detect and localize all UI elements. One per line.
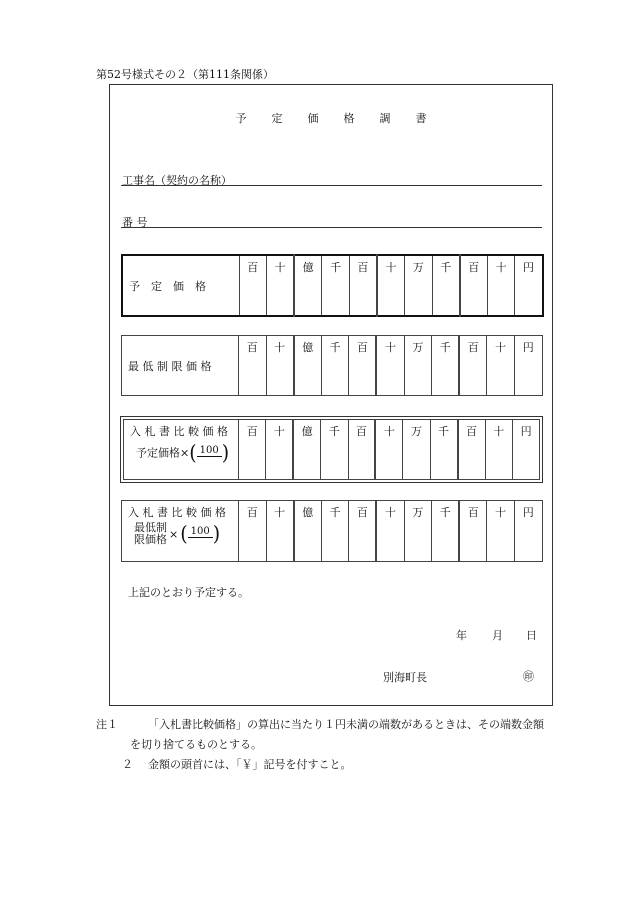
digit-cell[interactable]: 百 xyxy=(458,420,485,480)
project-name-line[interactable] xyxy=(121,185,542,186)
digit-cell[interactable]: 百 xyxy=(348,420,375,480)
formula-text-line1: 最低制 xyxy=(134,521,167,534)
amount-table-bid-comparison-planned xyxy=(123,419,540,480)
digit-cell[interactable]: 億 xyxy=(294,336,322,396)
times-icon: × xyxy=(169,527,179,541)
form-title: 予定価格調書 xyxy=(235,112,452,125)
formula xyxy=(128,522,238,546)
digit-cell[interactable]: 千 xyxy=(321,336,349,396)
digit-cell[interactable]: 十 xyxy=(376,336,404,396)
form-number: 第52号様式その２（第111条関係） xyxy=(96,68,274,81)
statement-text: 上記のとおり予定する。 xyxy=(128,586,249,599)
digit-cell[interactable]: 円 xyxy=(514,336,542,396)
digit-cell[interactable]: 百 xyxy=(459,336,487,396)
digit-cell[interactable]: 十 xyxy=(487,501,515,562)
date-month-label: 月 xyxy=(492,629,503,642)
formula-text: 予定価格× xyxy=(136,446,190,460)
fraction xyxy=(188,526,213,543)
digit-cell[interactable]: 千 xyxy=(321,420,348,480)
digit-cell[interactable]: 万 xyxy=(405,255,433,316)
digit-cell[interactable]: 千 xyxy=(430,420,457,480)
digit-cell[interactable]: 万 xyxy=(404,336,432,396)
project-name-label: 工事名（契約の名称） xyxy=(122,174,232,187)
digit-cell[interactable]: 百 xyxy=(239,420,266,480)
formula-text xyxy=(134,522,167,546)
amount-table-bid-comparison-minimum xyxy=(121,500,543,562)
signer-title: 別海町長 xyxy=(383,671,427,684)
formula xyxy=(130,440,238,466)
digit-cell[interactable]: 十 xyxy=(487,336,515,396)
digit-cell[interactable]: 十 xyxy=(266,420,293,480)
digit-cell[interactable]: 万 xyxy=(403,420,430,480)
bracket-close-icon: ) xyxy=(212,521,221,546)
note-2-label: ２ xyxy=(122,758,133,771)
digit-cell[interactable]: 十 xyxy=(487,255,515,316)
digit-cell[interactable]: 億 xyxy=(294,501,322,562)
digit-cell[interactable]: 百 xyxy=(459,501,487,562)
digit-cell[interactable]: 十 xyxy=(375,420,402,480)
note-1-line1: 「入札書比較価格」の算出に当たり１円未満の端数があるときは、その端数金額 xyxy=(148,718,544,731)
amount-table-planned-price xyxy=(121,254,544,317)
digit-cell[interactable]: 百 xyxy=(239,336,267,396)
digit-cell[interactable]: 円 xyxy=(515,255,543,316)
digit-cell[interactable]: 百 xyxy=(239,501,267,562)
note-2-line1: 金額の頭首には、「￥」記号を付すこと。 xyxy=(148,758,352,771)
bracket-open-icon: ( xyxy=(189,440,197,466)
note-1-line2: を切り捨てるものとする。 xyxy=(130,738,262,751)
digit-cell[interactable]: 百 xyxy=(239,255,267,316)
digit-cell[interactable]: 千 xyxy=(432,501,460,562)
fraction-numerator: 100 xyxy=(197,445,222,457)
digit-cell[interactable]: 万 xyxy=(404,501,432,562)
row-label-cell xyxy=(124,420,239,480)
digit-cell[interactable]: 千 xyxy=(432,336,460,396)
digit-cell[interactable]: 百 xyxy=(349,501,377,562)
digit-cell[interactable]: 円 xyxy=(514,501,542,562)
digit-cell[interactable]: 十 xyxy=(377,255,405,316)
formula-text-line2: 限価格 xyxy=(134,533,167,546)
number-label: 番 号 xyxy=(122,216,148,229)
date-year-label: 年 xyxy=(456,629,467,642)
digit-cell[interactable]: 百 xyxy=(349,255,377,316)
digit-cell[interactable]: 十 xyxy=(266,336,294,396)
digit-cell[interactable]: 億 xyxy=(293,420,320,480)
bracket-close-icon: ) xyxy=(221,440,230,466)
row-label: 入 札 書 比 較 価 格 xyxy=(130,425,228,438)
row-label-cell xyxy=(122,501,239,562)
note-1-label: 注１ xyxy=(96,718,118,731)
digit-cell[interactable]: 千 xyxy=(322,255,350,316)
digit-cell[interactable]: 千 xyxy=(432,255,460,316)
digit-cell[interactable]: 十 xyxy=(267,255,295,316)
digit-cell[interactable]: 百 xyxy=(460,255,488,316)
digit-cell[interactable]: 百 xyxy=(349,336,377,396)
row-label: 予 定 価 格 xyxy=(122,255,239,316)
digit-cell[interactable]: 千 xyxy=(321,501,349,562)
row-label: 入 札 書 比 較 価 格 xyxy=(128,506,226,519)
date-day-label: 日 xyxy=(526,629,537,642)
digit-cell[interactable]: 十 xyxy=(376,501,404,562)
fraction-numerator: 100 xyxy=(188,526,213,538)
digit-cell[interactable]: 億 xyxy=(294,255,322,316)
digit-cell[interactable]: 円 xyxy=(512,420,539,480)
digit-cell[interactable]: 十 xyxy=(485,420,512,480)
row-label: 最 低 制 限 価 格 xyxy=(122,336,239,396)
number-line[interactable] xyxy=(121,227,542,228)
seal-icon: ㊞ xyxy=(523,670,534,683)
fraction xyxy=(197,445,222,462)
amount-table-minimum-price xyxy=(121,335,543,396)
bracket-open-icon: ( xyxy=(180,521,188,546)
digit-cell[interactable]: 十 xyxy=(266,501,294,562)
